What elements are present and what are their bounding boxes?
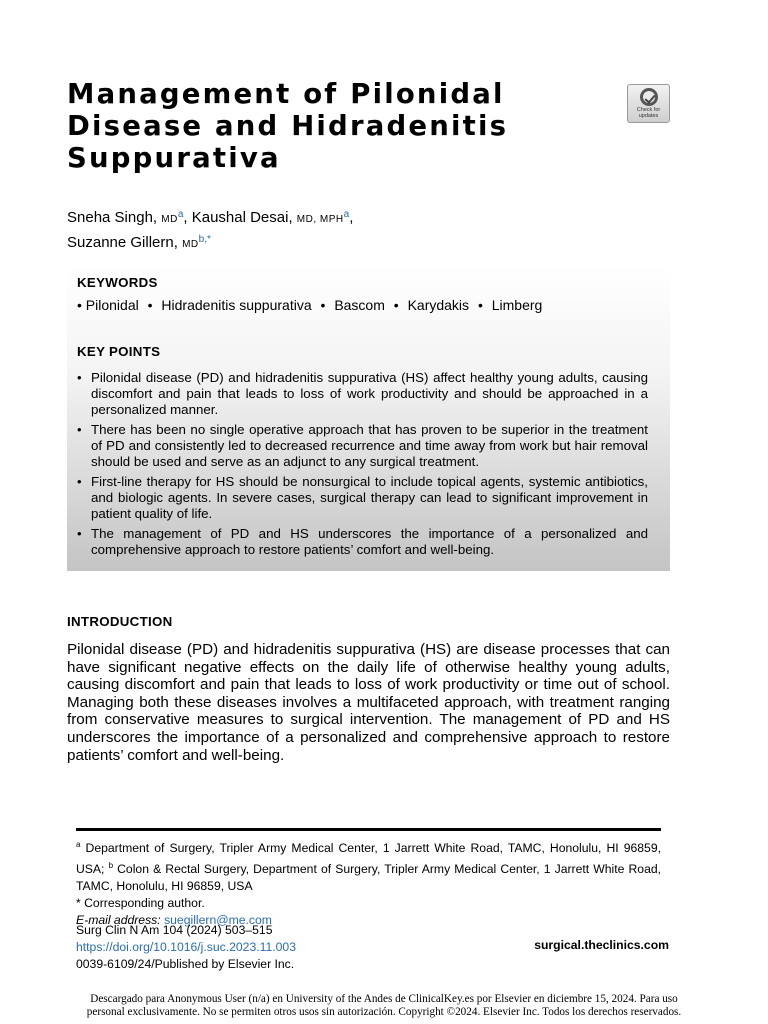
keywords-heading: KEYWORDS bbox=[77, 275, 158, 290]
check-for-updates-icon bbox=[640, 88, 658, 106]
introduction-paragraph: Pilonidal disease (PD) and hidradenitis suppurativa (HS) are disease processes that can have significant negative effects on the daily life of otherwise healthy young adults, causing discomfort and pain that leads to loss of work productivity or time out of school. Managing both these diseases involves a multifaceted approach, with treatment ranging from conservative measures to surgical intervention. The management of PD and HS underscores the importance of a personalized and comprehensive approach to restore patients’ comfort and well-being. bbox=[67, 641, 670, 764]
author-list: Sneha Singh, MD$^a$, Kaushal Desai, MD, MPH$^a$, Suzanne Gillern, MD$^{b,*}$ bbox=[67, 209, 354, 251]
keyword: Pilonidal bbox=[85, 297, 139, 313]
affiliation-marker[interactable]: a bbox=[343, 209, 350, 220]
footnote-marker: a bbox=[76, 840, 81, 849]
introduction-heading: INTRODUCTION bbox=[67, 614, 173, 629]
author-name: Sneha Singh, bbox=[67, 209, 158, 226]
title-line: Disease and Hidradenitis bbox=[67, 110, 509, 142]
bullet-icon: • bbox=[393, 297, 399, 313]
title-line: Suppurativa bbox=[67, 142, 281, 174]
citation-block bbox=[76, 922, 296, 973]
affiliation-marker[interactable]: a bbox=[177, 209, 184, 220]
article-title bbox=[67, 78, 587, 174]
doi-link[interactable]: https://doi.org/10.1016/j.suc.2023.11.003 bbox=[76, 940, 296, 954]
check-for-updates-badge[interactable] bbox=[627, 84, 670, 123]
journal-citation: Surg Clin N Am 104 (2024) 503–515 bbox=[76, 923, 273, 937]
keyword: Limberg bbox=[491, 297, 543, 313]
keyword: Karydakis bbox=[407, 297, 470, 313]
bullet-icon: • bbox=[77, 297, 82, 313]
affiliation-b: Colon & Rectal Surgery, Department of Surgery, Tripler Army Medical Center, 1 Jarrett White Road, TAMC, Honolulu, HI 96859, USA bbox=[76, 862, 662, 894]
affiliation-a: Department of Surgery, Tripler Army Medical Center, 1 Jarrett White Road, TAMC, Honolulu, HI 96859, USA; bbox=[76, 841, 661, 877]
key-point: • Pilonidal disease (PD) and hidradenitis suppurativa (HS) affect healthy young adults, causing discomfort and pain that leads to loss of work productivity and should be approached in a personalized manner. bbox=[77, 370, 648, 418]
key-point: • First-line therapy for HS should be nonsurgical to include topical agents, systemic antibiotics, and biologic agents. In severe cases, surgical therapy can lead to significant improvement in patient quality of life. bbox=[77, 474, 648, 522]
bullet-icon: • bbox=[147, 297, 153, 313]
key-points-list bbox=[77, 370, 648, 562]
key-points-heading: KEY POINTS bbox=[77, 344, 161, 359]
author-name: Kaushal Desai, bbox=[191, 209, 293, 226]
issn-line: 0039-6109/24/Published by Elsevier Inc. bbox=[76, 957, 295, 971]
email-label: E-mail address: bbox=[76, 913, 161, 928]
badge-label: Check for updates bbox=[636, 107, 661, 119]
keyword: Hidradenitis suppurativa bbox=[161, 297, 312, 313]
download-notice: Descargado para Anonymous User (n/a) en University of the Andes de ClinicalKey.es por Elsevier en diciembre 15, 2024. Para uso personal exclusivamente. No se permiten otros usos sin autorización. Copyright ©2024. Elsevier Inc. Todos los derechos reservados. bbox=[86, 993, 682, 1018]
journal-website[interactable]: surgical.theclinics.com bbox=[534, 938, 669, 952]
corresponding-author: * Corresponding author. bbox=[76, 896, 205, 911]
author-name: Suzanne Gillern, bbox=[67, 234, 178, 251]
bullet-icon: • bbox=[477, 297, 483, 313]
author-degree: MD bbox=[161, 214, 178, 225]
affiliation-marker[interactable]: b,* bbox=[198, 234, 211, 245]
footnote-divider bbox=[76, 828, 661, 831]
keywords-keypoints-box bbox=[67, 265, 670, 571]
email-link[interactable]: suegillern@me.com bbox=[164, 913, 272, 928]
footnotes bbox=[76, 836, 661, 929]
key-point: • There has been no single operative approach that has proven to be superior in the treatment of PD and consistently led to decreased recurrence and time away from work but hair removal should be used and serve as an adjunct to any surgical treatment. bbox=[77, 422, 648, 470]
author-degree: MD, MPH bbox=[296, 214, 344, 225]
footnote-marker: b bbox=[108, 861, 114, 871]
author-degree: MD bbox=[182, 239, 199, 250]
title-line: Management of Pilonidal bbox=[67, 78, 505, 110]
keywords-list bbox=[77, 297, 542, 313]
keyword: Bascom bbox=[334, 297, 385, 313]
bullet-icon: • bbox=[320, 297, 326, 313]
key-point: • The management of PD and HS underscores the importance of a personalized and comprehensive approach to restore patients’ comfort and well-being. bbox=[77, 526, 648, 558]
